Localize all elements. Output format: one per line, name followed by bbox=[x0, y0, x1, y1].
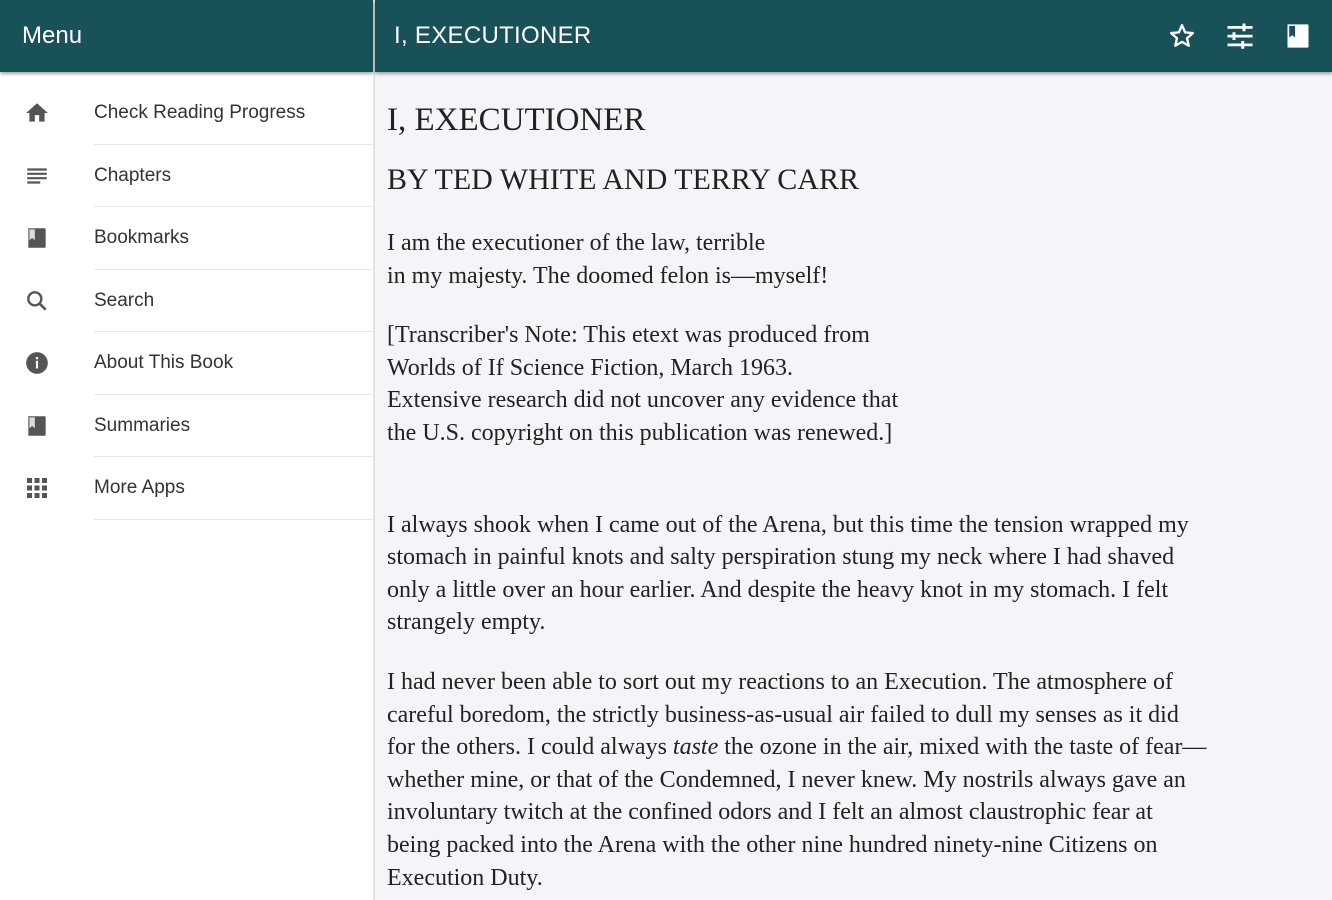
menu-item-chapters[interactable] bbox=[0, 145, 373, 208]
app-bar-actions bbox=[1142, 0, 1332, 72]
apps-grid-icon bbox=[23, 474, 51, 502]
book-author: BY TED WHITE AND TERRY CARR bbox=[387, 163, 859, 196]
menu-item-search[interactable] bbox=[0, 270, 373, 333]
menu-item-label: Search bbox=[94, 289, 155, 311]
home-icon bbox=[23, 99, 51, 127]
menu-item-label: More Apps bbox=[94, 477, 185, 499]
drawer-header bbox=[0, 0, 373, 72]
menu-item-summaries[interactable] bbox=[0, 395, 373, 458]
search-icon bbox=[23, 287, 51, 315]
drawer-title: Menu bbox=[22, 22, 83, 49]
bookmark-button[interactable] bbox=[1280, 18, 1316, 54]
menu-item-about-this-book[interactable] bbox=[0, 332, 373, 395]
paragraph: [Transcriber's Note: This etext was produced from Worlds of If Science Fiction, March 1963. Extensive research did not uncover any evidence that the U.S. copyright on this publication was renewed.] bbox=[387, 322, 899, 446]
paragraph-text: I had never been able to sort out my reactions to an Execution. The atmosphere of careful boredom, the strictly business-as-usual air failed to dull my senses as it did for the others. I could always bbox=[387, 668, 1179, 761]
paragraph: I am the executioner of the law, terrible in my majesty. The doomed felon is—myself! bbox=[387, 230, 829, 289]
menu-item-label: Bookmarks bbox=[94, 227, 190, 249]
book-icon bbox=[23, 412, 51, 440]
book-content[interactable] bbox=[375, 72, 1332, 900]
favorite-button[interactable] bbox=[1164, 18, 1200, 54]
reader-settings-button[interactable] bbox=[1222, 18, 1258, 54]
menu-item-label: About This Book bbox=[94, 352, 234, 374]
book-title: I, EXECUTIONER bbox=[387, 102, 646, 138]
menu-item-label: Chapters bbox=[94, 164, 172, 186]
star-icon bbox=[1168, 22, 1196, 50]
navigation-drawer bbox=[0, 0, 375, 900]
menu-item-check-reading-progress[interactable] bbox=[0, 82, 373, 145]
menu-item-more-apps[interactable] bbox=[0, 457, 373, 520]
drawer-menu bbox=[0, 72, 373, 520]
book-icon bbox=[23, 224, 51, 252]
app-bar-title: I, EXECUTIONER bbox=[394, 22, 592, 49]
menu-item-label: Summaries bbox=[94, 414, 191, 436]
info-icon bbox=[23, 349, 51, 377]
menu-item-bookmarks[interactable] bbox=[0, 207, 373, 270]
paragraph-text: the ozone in the air, mixed with the taste of fear— whether mine, or that of the Condemned, I never knew. My nostrils always gave an involuntary twitch at the confined odors and I felt an almost claustrophic fear at being packed into the Arena with the other nine hundred ninety-nine Citizens on Execution Duty. bbox=[387, 734, 1207, 891]
book-icon bbox=[1284, 22, 1312, 50]
paragraph bbox=[387, 666, 1320, 894]
list-icon bbox=[23, 162, 51, 190]
settings-sliders-icon bbox=[1225, 21, 1255, 51]
app-bar bbox=[375, 0, 1332, 72]
menu-item-label: Check Reading Progress bbox=[94, 102, 306, 124]
paragraph: I always shook when I came out of the Arena, but this time the tension wrapped my stomach in painful knots and salty perspiration stung my neck where I had shaved only a little over an hour earlier. And despite the heavy knot in my stomach. I felt strangely empty. bbox=[387, 511, 1189, 636]
emphasis-text: taste bbox=[672, 734, 719, 761]
